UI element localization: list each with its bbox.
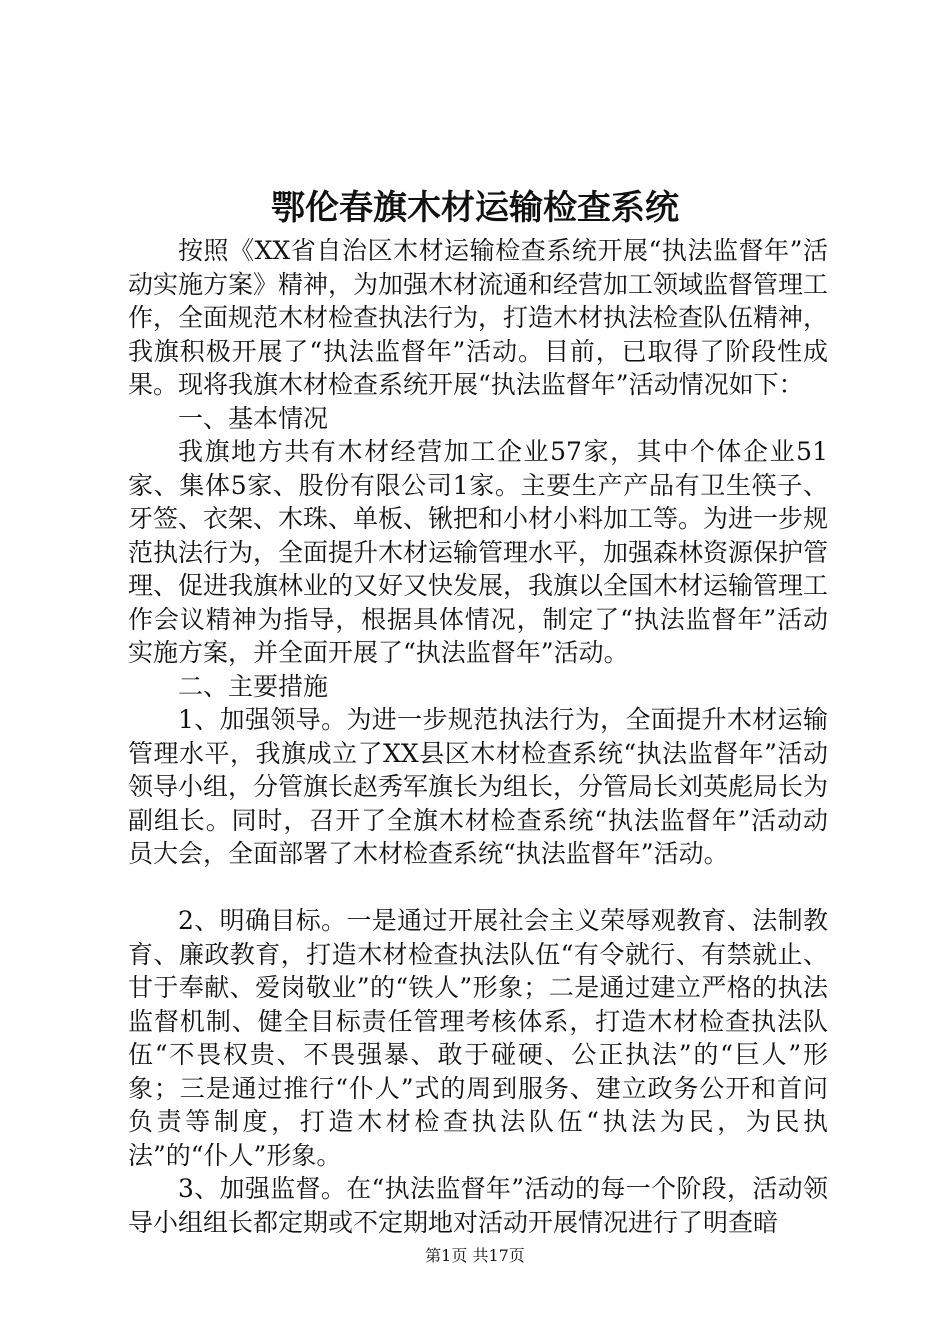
document-title: 鄂伦春旗木材运输检查系统 <box>271 188 679 228</box>
section-heading-main-measures: 二、主要措施 <box>178 671 329 701</box>
paragraph-measure-goals: 2、明确目标。一是通过开展社会主义荣辱观教育、法制教育、廉政教育，打造木材检查执法队伍“有令就行、有禁就止、甘于奉献、爱岗敬业”的“铁人”形象；二是通过建立严格的执法监督机制、健全目标责任管理考核体系，打造木材检查执法队伍“不畏权贵、不畏强暴、敢于碰硬、公正执法”的“巨人”形象；三是通过推行“仆人”式的周到服务、建立政务公开和首问负责等制度，打造木材检查执法队伍“执法为民，为民执法”的“仆人”形象。 <box>128 906 828 1170</box>
section-heading-basic-situation: 一、基本情况 <box>178 403 329 433</box>
document-body <box>128 234 828 1239</box>
paragraph-intro: 按照《XX省自治区木材运输检查系统开展“执法监督年”活动实施方案》精神，为加强木材流通和经营加工领域监督管理工作，全面规范木材检查执法行为，打造木材执法检查队伍精神，我旗积极开展了“执法监督年”活动。目前，已取得了阶段性成果。现将我旗木材检查系统开展“执法监督年”活动情况如下： <box>128 236 829 399</box>
page-number-footer: 第1页 共17页 <box>425 1246 525 1265</box>
paragraph-measure-supervision: 3、加强监督。在“执法监督年”活动的每一个阶段，活动领导小组组长都定期或不定期地对活动开展情况进行了明查暗 <box>128 1174 828 1237</box>
paragraph-basic-situation: 我旗地方共有木材经营加工企业57家，其中个体企业51家、集体5家、股份有限公司1家。主要生产产品有卫生筷子、牙签、衣架、木珠、单板、锹把和小材小料加工等。为进一步规范执法行为，全面提升木材运输管理水平，加强森林资源保护管理、促进我旗林业的又好又快发展，我旗以全国木材运输管理工作会议精神为指导，根据具体情况，制定了“执法监督年”活动实施方案，并全面开展了“执法监督年”活动。 <box>128 437 829 667</box>
paragraph-measure-leadership: 1、加强领导。为进一步规范执法行为，全面提升木材运输管理水平，我旗成立了XX县区木材检查系统“执法监督年”活动领导小组，分管旗长赵秀军旗长为组长，分管局长刘英彪局长为副组长。同时，召开了全旗木材检查系统“执法监督年”活动动员大会，全面部署了木材检查系统“执法监督年”活动。 <box>128 705 829 868</box>
